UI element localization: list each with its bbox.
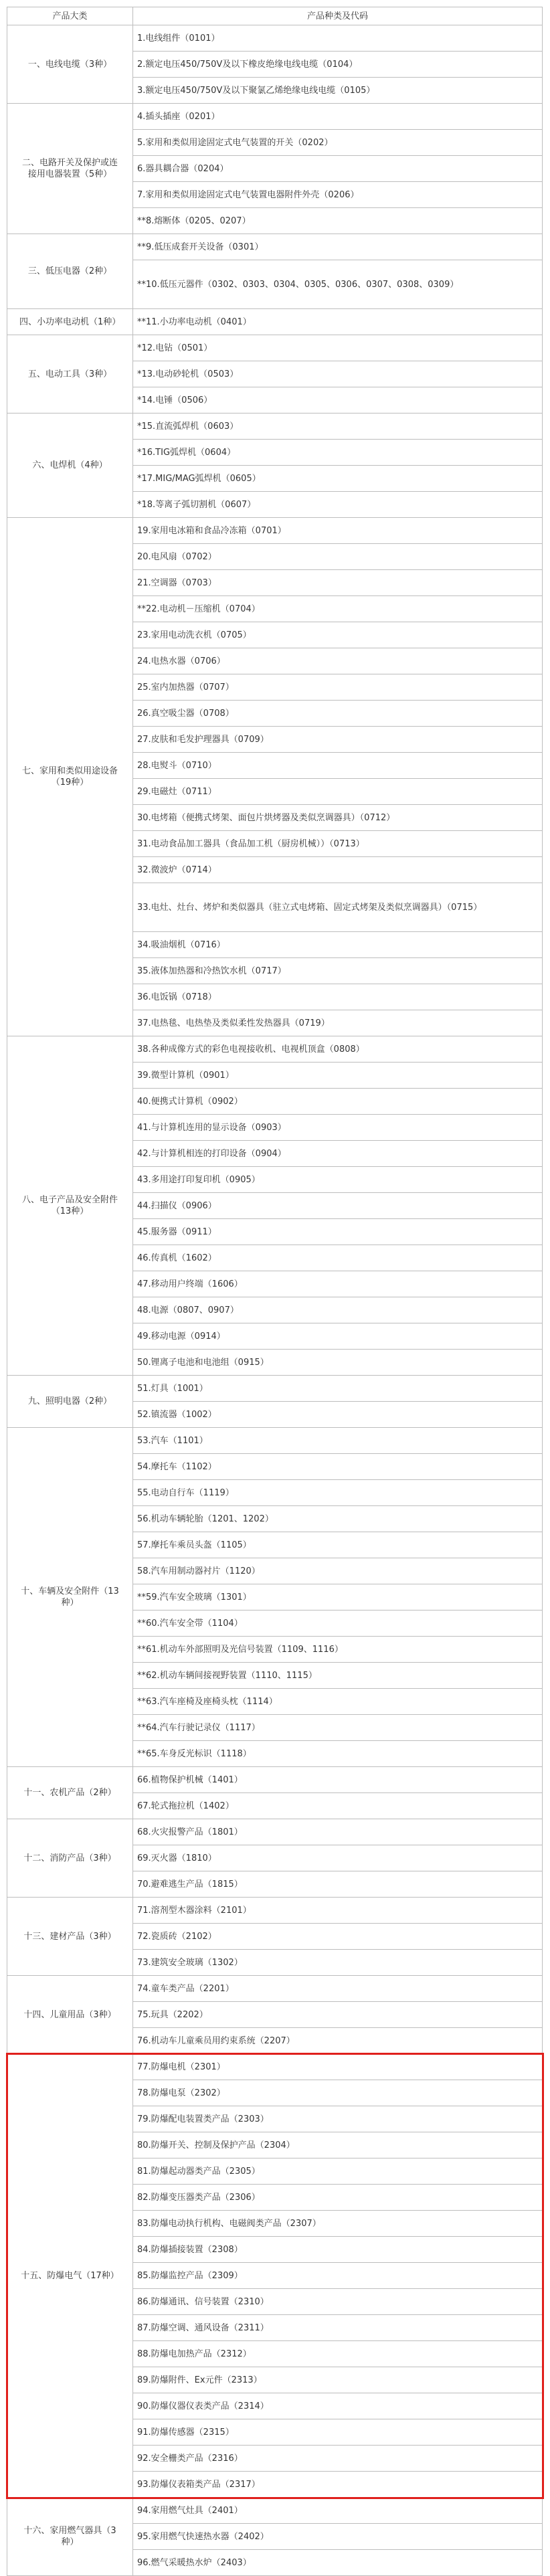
product-cell: *14.电锤（0506） (133, 387, 543, 413)
product-cell: 28.电熨斗（0710） (133, 753, 543, 779)
product-cell: 33.电灶、灶台、烤炉和类似器具（驻立式电烤箱、固定式烤架及类似烹调器具）（0715） (133, 883, 543, 932)
product-cell: 51.灯具（1001） (133, 1376, 543, 1402)
product-cell: 53.汽车（1101） (133, 1428, 543, 1454)
product-cell: 31.电动食品加工器具（食品加工机（厨房机械））（0713） (133, 831, 543, 857)
product-cell: 57.摩托车乘员头盔（1105） (133, 1532, 543, 1558)
product-cell: 3.额定电压450/750V及以下聚氯乙烯绝缘电线电缆（0105） (133, 78, 543, 104)
table-row (7, 2498, 543, 2524)
table-row (7, 25, 543, 52)
product-cell: 86.防爆通讯、信号装置（2310） (133, 2289, 543, 2315)
product-cell: 25.室内加热器（0707） (133, 674, 543, 701)
product-cell: 48.电源（0807、0907） (133, 1297, 543, 1323)
product-cell: 84.防爆插接装置（2308） (133, 2237, 543, 2263)
product-cell: 23.家用电动洗衣机（0705） (133, 622, 543, 648)
product-cell: *15.直流弧焊机（0603） (133, 413, 543, 440)
product-cell: **64.汽车行驶记录仪（1117） (133, 1715, 543, 1741)
product-cell: 2.额定电压450/750V及以下橡皮绝缘电线电缆（0104） (133, 52, 543, 78)
table-row (7, 1898, 543, 1924)
product-cell: 87.防爆空调、通风设备（2311） (133, 2315, 543, 2341)
product-cell: 85.防爆监控产品（2309） (133, 2263, 543, 2289)
table-row (7, 413, 543, 440)
product-cell: **62.机动车辆间接视野装置（1110、1115） (133, 1663, 543, 1689)
product-cell: 6.器具耦合器（0204） (133, 156, 543, 182)
product-cell: 24.电热水器（0706） (133, 648, 543, 674)
product-cell: 90.防爆仪器仪表类产品（2314） (133, 2393, 543, 2419)
product-cell: 80.防爆开关、控制及保护产品（2304） (133, 2132, 543, 2158)
table-row (7, 1036, 543, 1063)
product-cell: 91.防爆传感器（2315） (133, 2419, 543, 2446)
product-cell: 19.家用电冰箱和食品冷冻箱（0701） (133, 518, 543, 544)
table-row (7, 1819, 543, 1845)
product-cell: 21.空调器（0703） (133, 570, 543, 596)
column-header-category: 产品大类 (7, 7, 133, 25)
product-cell: 41.与计算机连用的显示设备（0903） (133, 1115, 543, 1141)
product-cell: **9.低压成套开关设备（0301） (133, 234, 543, 260)
product-cell: 39.微型计算机（0901） (133, 1063, 543, 1089)
table-row (7, 518, 543, 544)
product-cell: 43.多用途打印复印机（0905） (133, 1167, 543, 1193)
product-cell: 72.瓷质砖（2102） (133, 1924, 543, 1950)
product-cell: 36.电饭锅（0718） (133, 984, 543, 1010)
product-cell: 54.摩托车（1102） (133, 1454, 543, 1480)
product-cell: 46.传真机（1602） (133, 1245, 543, 1271)
category-cell: 十五、防爆电气（17种） (7, 2054, 133, 2498)
product-cell: 45.服务器（0911） (133, 1219, 543, 1245)
product-cell: 66.植物保护机械（1401） (133, 1767, 543, 1793)
product-cell: 4.插头插座（0201） (133, 104, 543, 130)
product-cell: 56.机动车辆轮胎（1201、1202） (133, 1506, 543, 1532)
product-cell: 29.电磁灶（0711） (133, 779, 543, 805)
product-cell: 71.溶剂型木器涂料（2101） (133, 1898, 543, 1924)
product-cell: 32.微波炉（0714） (133, 857, 543, 883)
product-cell: 55.电动自行车（1119） (133, 1480, 543, 1506)
category-cell: 九、照明电器（2种） (7, 1376, 133, 1428)
product-cell: 26.真空吸尘器（0708） (133, 701, 543, 727)
table-row (7, 1976, 543, 2002)
product-cell: 69.灭火器（1810） (133, 1845, 543, 1871)
product-cell: *17.MIG/MAG弧焊机（0605） (133, 466, 543, 492)
category-cell: 十六、家用燃气器具（3种） (7, 2498, 133, 2576)
table-row (7, 1376, 543, 1402)
product-cell: **10.低压元器件（0302、0303、0304、0305、0306、0307、0308、0309） (133, 260, 543, 309)
product-cell: **59.汽车安全玻璃（1301） (133, 1584, 543, 1611)
product-cell: 35.液体加热器和冷热饮水机（0717） (133, 958, 543, 984)
product-cell: 20.电风扇（0702） (133, 544, 543, 570)
product-cell: **11.小功率电动机（0401） (133, 309, 543, 335)
product-cell: 83.防爆电动执行机构、电磁阀类产品（2307） (133, 2211, 543, 2237)
product-cell: 34.吸油烟机（0716） (133, 932, 543, 958)
product-cell: 78.防爆电泵（2302） (133, 2080, 543, 2106)
category-cell: 三、低压电器（2种） (7, 234, 133, 309)
table-body (7, 25, 543, 2576)
product-cell: 75.玩具（2202） (133, 2002, 543, 2028)
table-row (7, 1428, 543, 1454)
product-cell: 5.家用和类似用途固定式电气装置的开关（0202） (133, 130, 543, 156)
product-cell: **22.电动机－压缩机（0704） (133, 596, 543, 622)
product-cell: 38.各种成像方式的彩色电视接收机、电视机顶盒（0808） (133, 1036, 543, 1063)
product-cell: 96.燃气采暖热水炉（2403） (133, 2550, 543, 2576)
product-cell: **60.汽车安全带（1104） (133, 1611, 543, 1637)
category-cell: 十三、建材产品（3种） (7, 1898, 133, 1976)
product-cell: 79.防爆配电装置类产品（2303） (133, 2106, 543, 2132)
product-cell: *18.等离子弧切割机（0607） (133, 492, 543, 518)
table-row (7, 1767, 543, 1793)
product-cell: 27.皮肤和毛发护理器具（0709） (133, 727, 543, 753)
column-header-product: 产品种类及代码 (133, 7, 543, 25)
document (7, 7, 542, 2576)
product-cell: 95.家用燃气快速热水器（2402） (133, 2524, 543, 2550)
product-catalog-table (7, 7, 543, 2576)
product-cell: **63.汽车座椅及座椅头枕（1114） (133, 1689, 543, 1715)
table-header-row (7, 7, 543, 25)
product-cell: 73.建筑安全玻璃（1302） (133, 1950, 543, 1976)
product-cell: 94.家用燃气灶具（2401） (133, 2498, 543, 2524)
table-row (7, 309, 543, 335)
product-cell: 50.锂离子电池和电池组（0915） (133, 1350, 543, 1376)
category-cell: 十、车辆及安全附件（13种） (7, 1428, 133, 1767)
product-cell: 52.镇流器（1002） (133, 1402, 543, 1428)
table-row (7, 2054, 543, 2080)
product-cell: 37.电热毯、电热垫及类似柔性发热器具（0719） (133, 1010, 543, 1036)
product-cell: 40.便携式计算机（0902） (133, 1089, 543, 1115)
product-cell: 67.轮式拖拉机（1402） (133, 1793, 543, 1819)
category-cell: 二、电路开关及保护或连接用电器装置（5种） (7, 104, 133, 234)
product-cell: *12.电钻（0501） (133, 335, 543, 361)
product-cell: 30.电烤箱（便携式烤架、面包片烘烤器及类似烹调器具）（0712） (133, 805, 543, 831)
product-cell: *16.TIG弧焊机（0604） (133, 440, 543, 466)
category-cell: 十四、儿童用品（3种） (7, 1976, 133, 2054)
product-cell: 44.扫描仪（0906） (133, 1193, 543, 1219)
product-cell: 88.防爆电加热产品（2312） (133, 2341, 543, 2367)
product-cell: 7.家用和类似用途固定式电气装置电器附件外壳（0206） (133, 182, 543, 208)
product-cell: 76.机动车儿童乘员用约束系统（2207） (133, 2028, 543, 2054)
product-cell: 42.与计算机相连的打印设备（0904） (133, 1141, 543, 1167)
category-cell: 十一、农机产品（2种） (7, 1767, 133, 1819)
product-cell: 1.电线组件（0101） (133, 25, 543, 52)
category-cell: 七、家用和类似用途设备（19种） (7, 518, 133, 1036)
category-cell: 五、电动工具（3种） (7, 335, 133, 413)
product-cell: 92.安全栅类产品（2316） (133, 2446, 543, 2472)
category-cell: 六、电焊机（4种） (7, 413, 133, 518)
product-cell: 77.防爆电机（2301） (133, 2054, 543, 2080)
table-row (7, 234, 543, 260)
product-cell: 82.防爆变压器类产品（2306） (133, 2185, 543, 2211)
product-cell: 49.移动电源（0914） (133, 1323, 543, 1350)
category-cell: 四、小功率电动机（1种） (7, 309, 133, 335)
table-row (7, 335, 543, 361)
product-cell: *13.电动砂轮机（0503） (133, 361, 543, 387)
product-cell: 89.防爆附件、Ex元件（2313） (133, 2367, 543, 2393)
product-cell: 58.汽车用制动器衬片（1120） (133, 1558, 543, 1584)
category-cell: 十二、消防产品（3种） (7, 1819, 133, 1898)
product-cell: **8.熔断体（0205、0207） (133, 208, 543, 234)
product-cell: 74.童车类产品（2201） (133, 1976, 543, 2002)
product-cell: 93.防爆仪表箱类产品（2317） (133, 2472, 543, 2498)
product-cell: 47.移动用户终端（1606） (133, 1271, 543, 1297)
table-row (7, 104, 543, 130)
product-cell: **61.机动车外部照明及光信号装置（1109、1116） (133, 1637, 543, 1663)
category-cell: 一、电线电缆（3种） (7, 25, 133, 104)
product-cell: 68.火灾报警产品（1801） (133, 1819, 543, 1845)
product-cell: 81.防爆起动器类产品（2305） (133, 2158, 543, 2185)
category-cell: 八、电子产品及安全附件（13种） (7, 1036, 133, 1376)
product-cell: **65.车身反光标识（1118） (133, 1741, 543, 1767)
product-cell: 70.避难逃生产品（1815） (133, 1871, 543, 1898)
